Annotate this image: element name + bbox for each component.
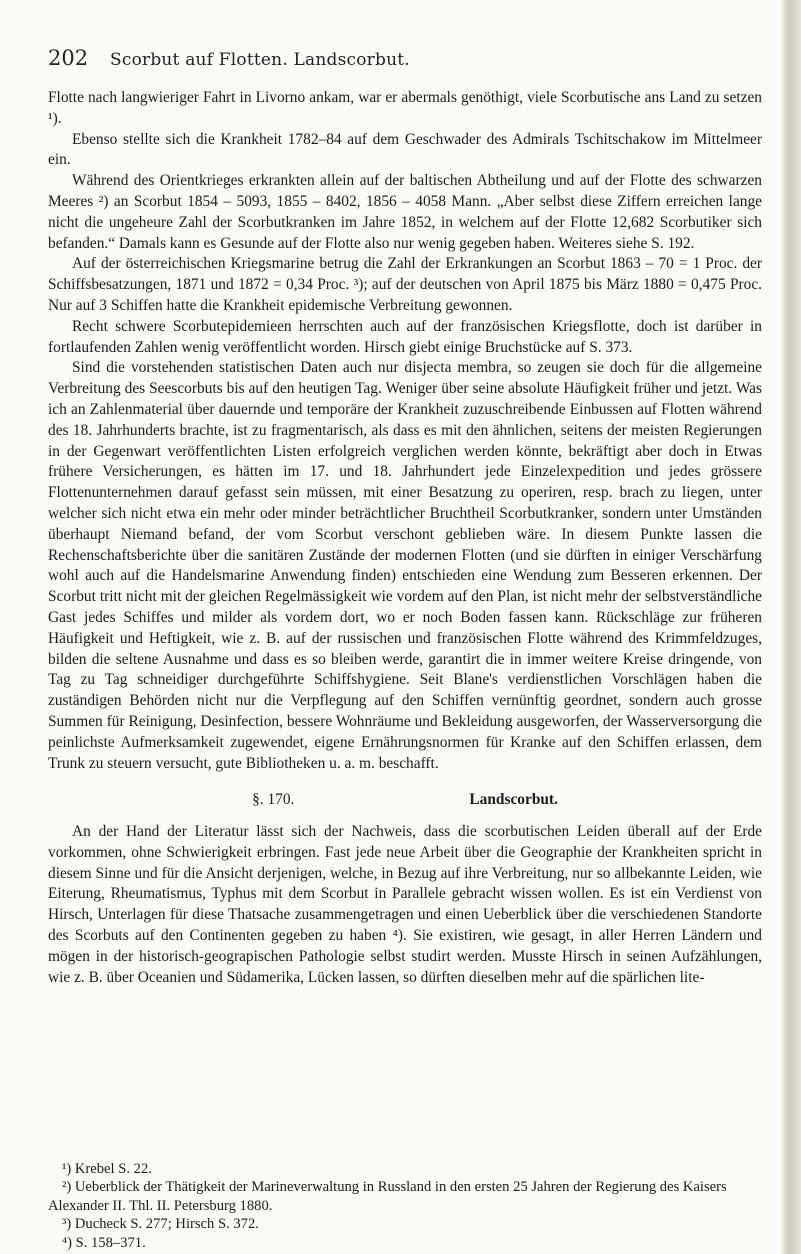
running-title: Scorbut auf Flotten. Landscorbut.	[110, 50, 410, 70]
footnote: ³) Ducheck S. 277; Hirsch S. 372.	[62, 1216, 259, 1233]
section-number: §. 170.	[252, 791, 295, 809]
paragraph: Ebenso stellte sich die Krankheit 1782–84 auf dem Geschwader des Admirals Tschitschakow im Mittelmeer ein.	[48, 130, 762, 169]
paragraph: Recht schwere Scorbutepidemieen herrschten auch auf der französischen Kriegsflotte, doch ist darüber in fortlaufenden Zahlen wenig veröffentlicht worden. Hirsch giebt einige Bruchstücke auf S. 373.	[48, 317, 762, 356]
section-title: Landscorbut.	[469, 791, 558, 809]
running-header	[48, 46, 410, 70]
paragraph: Während des Orientkrieges erkrankten allein auf der baltischen Abtheilung und auf der Flotte des schwarzen Meeres ²) an Scorbut 1854 – 5093, 1855 – 8402, 1856 – 4058 Mann. „Aber selbst diese Ziffern erreichen lange nicht die ungeheure Zahl der Scorbutkranken im Jahre 1852, in welchem auf der Flotte 12,682 Scorbutiker sich befanden.“ Damals kann es Gesunde auf der Flotte also nur wenig gegeben haben. Weiteres siehe S. 192.	[48, 172, 762, 252]
footnote: ¹) Krebel S. 22.	[62, 1161, 152, 1177]
paragraph: An der Hand der Literatur lässt sich der Nachweis, dass die scorbutischen Leiden überall auf der Erde vorkommen, ohne Schwierigkeit erbringen. Fast jede neue Arbeit über die Geographie der Krankheiten spricht in diesem Sinne und für die Ansicht derjenigen, welche, in Bezug auf ihre Verbreitung, nur so allbekannte Leiden, wie Eiterung, Rheumatismus, Typhus mit dem Scorbut in Parallele gebracht wissen wollen. Es ist ein Verdienst von Hirsch, Unterlagen für diese Thatsache zusammengetragen und einen Ueberblick über die verschiedenen Standorte des Scorbuts auf den Continenten gegeben zu haben ⁴). Sie existiren, wie gesagt, in aller Herren Ländern und mögen in der historisch-geograpischen Pathologie selbst studirt werden. Musste Hirsch in seinen Aufzählungen, wie z. B. über Oceanien und Südamerika, Lücken lassen, so dürften dieselben mehr auf die spärlichen lite-	[48, 823, 762, 986]
paragraph: Sind die vorstehenden statistischen Daten auch nur disjecta membra, so zeugen sie doch für die allgemeine Verbreitung des Seescorbuts bis auf den heutigen Tag. Weniger über seine absolute Häufigkeit früher und jetzt. Was ich an Zahlenmaterial über dauernde und temporäre der Krankheit zuzuschreibende Einbussen auf Flotten während des 18. Jahrhunderts brachte, ist zu fragmentarisch, als dass es mit den ähnlichen, seitens der meisten Regierungen in der Gegenwart veröffentlichten Listen erfolgreich verglichen werden könnte, bekräftigt aber doch in Etwas frühere Versicherungen, es hätten im 17. und 18. Jahrhundert jede Einzelexpedition und jedes grössere Flottenunternehmen darauf gefasst sein müssen, mit einer Besatzung zu operiren, resp. brach zu liegen, unter welcher sich nicht etwa ein mehr oder minder beträchtlicher Bruchtheil Scorbutkranker, sondern unter Umständen überhaupt Niemand befand, der vom Scorbut verschont geblieben wäre. In diesem Punkte lassen die Rechenschaftsberichte über die sanitären Zustände der modernen Flotten (und sie dürften in einiger Verschärfung wohl auch auf die Handelsmarine Anwendung finden) entschieden eine Wendung zum Besseren erkennen. Der Scorbut tritt nicht mit der gleichen Regelmässigkeit wie vordem auf den Plan, ist nicht mehr der selbstverständliche Gast jedes Schiffes und milder als vordem dort, wo er noch Boden fassen kann. Rückschläge zur früheren Häufigkeit und Heftigkeit, wie z. B. auf der russischen und französischen Flotte während des Krimmfeldzuges, bilden die seltene Ausnahme und dass es so bleiben werde, garantirt die in immer weitere Kreise dringende, von Tag zu Tag schneidiger durchgeführte Schiffshygiene. Seit Blane's verdienstlichen Vorschlägen haben die zuständigen Behörden nicht nur die Verpflegung auf den Schiffen vernünftig geordnet, sondern auch grosse Summen für Reinigung, Desinfection, bessere Wohnräume und Bekleidung ausgeworfen, der Wasserversorgung die peinlichste Aufmerksamkeit zugewendet, eigene Ernährungsnormen für Kranke auf den Schiffen erlassen, dem Trunk zu steuern versucht, gute Bibliotheken u. a. m. beschafft.	[48, 359, 762, 772]
footnotes	[48, 1160, 762, 1252]
footnote: ²) Ueberblick der Thätigkeit der Marineverwaltung in Russland in den ersten 25 Jahren der Regierung des Kaisers Alexander II. Thl. II. Petersburg 1880.	[48, 1179, 727, 1214]
page-edge	[781, 0, 801, 1254]
paragraph: Flotte nach langwieriger Fahrt in Livorno ankam, war er abermals genöthigt, viele Scorbutische ans Land zu setzen ¹).	[48, 89, 762, 127]
footnote: ⁴) S. 158–371.	[62, 1234, 146, 1251]
page-number: 202	[48, 46, 89, 70]
section-heading	[48, 790, 762, 811]
paragraph: Auf der österreichischen Kriegsmarine betrug die Zahl der Erkrankungen an Scorbut 1863 – 70 = 1 Proc. der Schiffsbesatzungen, 1871 und 1872 = 0,34 Proc. ³); auf der deutschen von April 1875 bis März 1880 = 0,475 Proc. Nur auf 3 Schiffen hatte die Krankheit epidemische Verbreitung gewonnen.	[48, 255, 762, 314]
body-text	[48, 88, 762, 988]
